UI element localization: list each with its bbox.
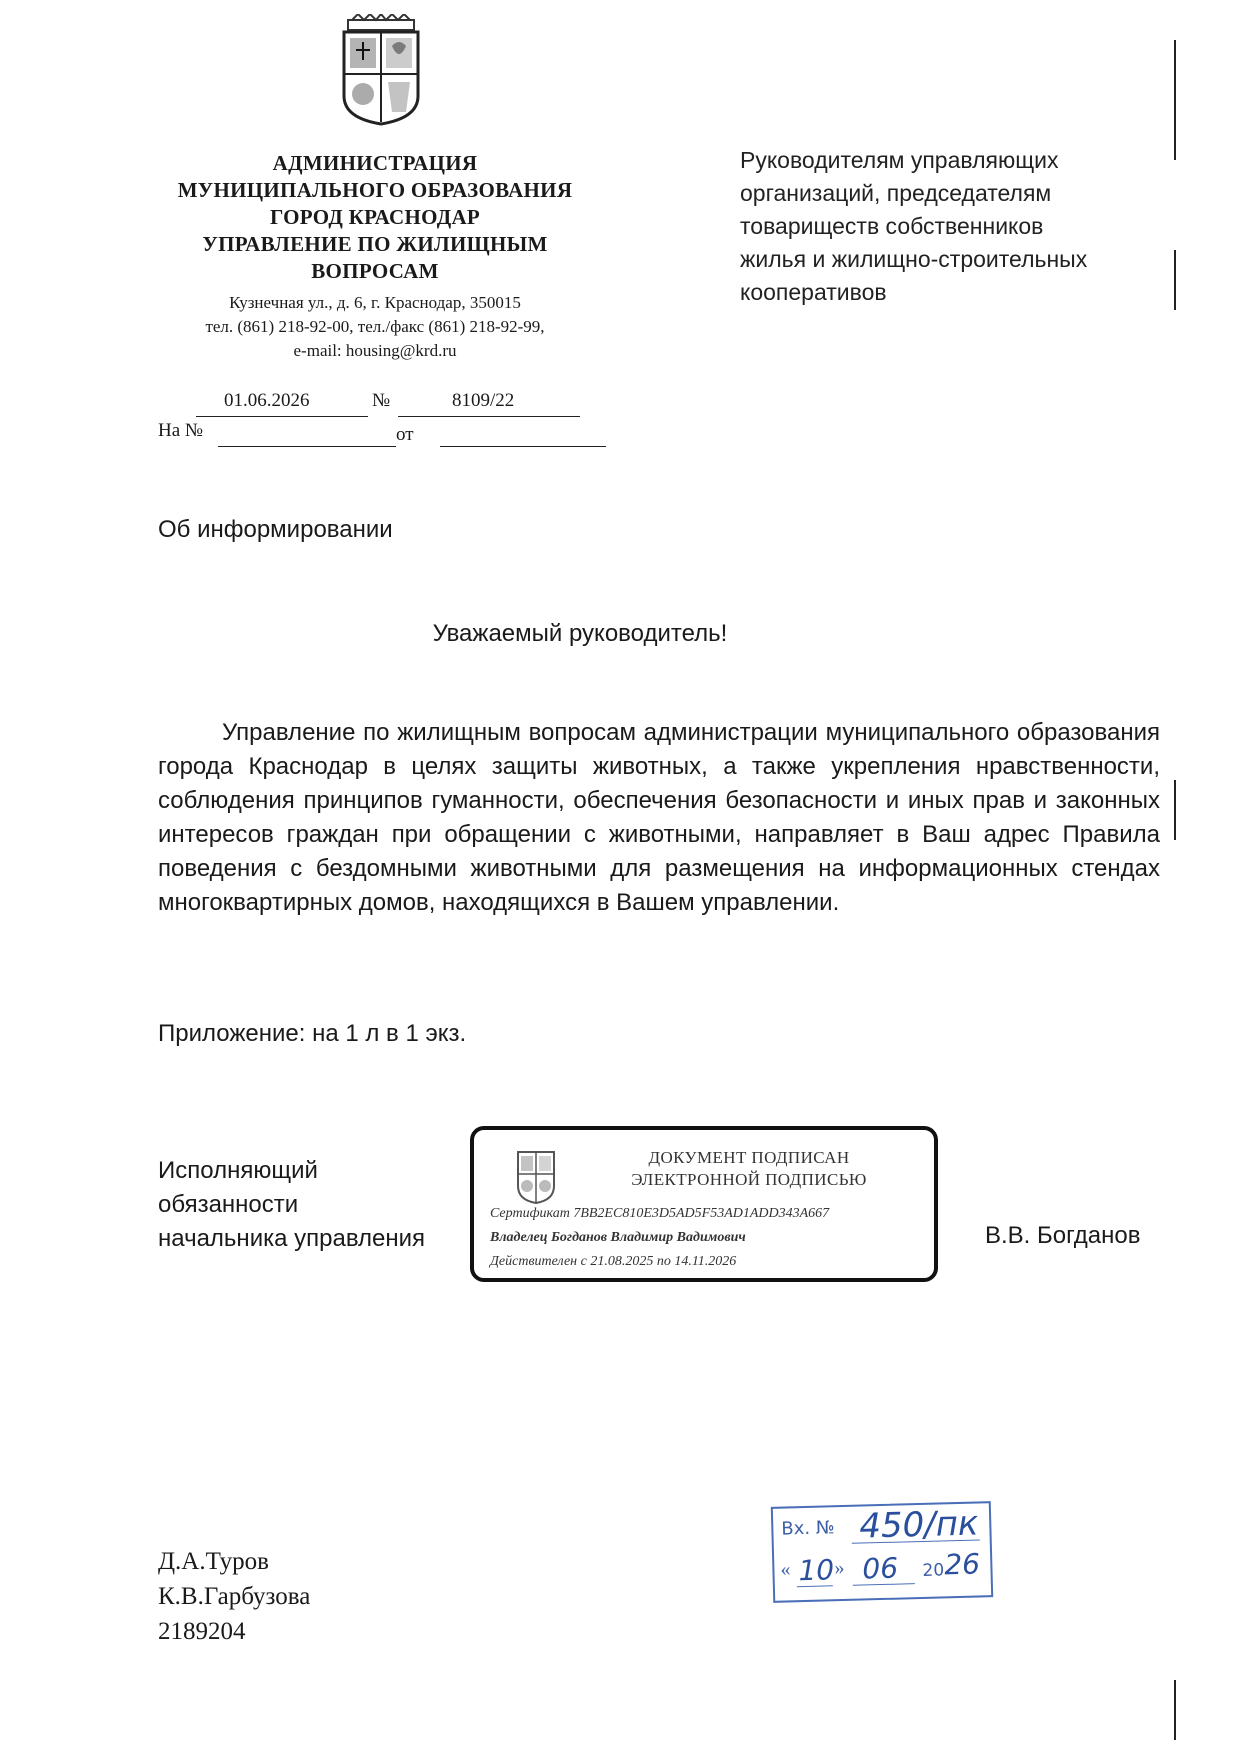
- recipient-line: организаций, председателям: [740, 180, 1052, 206]
- stamp-owner: Владелец Богданов Владимир Вадимович: [490, 1230, 746, 1245]
- incoming-day: 10: [798, 1553, 835, 1588]
- signatory-position-line: Исполняющий: [158, 1157, 318, 1184]
- org-name-line: ГОРОД КРАСНОДАР: [269, 205, 481, 229]
- number-label: №: [372, 390, 391, 411]
- salutation: Уважаемый руководитель!: [432, 620, 728, 647]
- stamp-emblem-icon: [514, 1146, 558, 1204]
- recipient-line: товариществ собственников: [740, 213, 1044, 239]
- incoming-month: 06: [862, 1551, 899, 1586]
- stamp-title: ЭЛЕКТРОННОЙ ПОДПИСЬЮ: [631, 1170, 867, 1189]
- scan-edge-line: [1174, 40, 1176, 160]
- signatory-name: В.В. Богданов: [985, 1222, 1141, 1249]
- signatory-position: [158, 1154, 425, 1256]
- outgoing-number: 8109/22: [452, 390, 515, 411]
- stamp-validity: Действителен с 21.08.2025 по 14.11.2026: [490, 1254, 737, 1269]
- performer-phone: 2189204: [158, 1618, 246, 1645]
- scan-edge-line: [1174, 780, 1176, 840]
- performer-name: Д.А.Туров: [158, 1548, 269, 1575]
- incoming-year-prefix: 20: [922, 1560, 945, 1581]
- incoming-year-suffix: 26: [943, 1547, 981, 1582]
- recipient-line: жилья и жилищно-строительных: [740, 246, 1088, 272]
- attachment-note: Приложение: на 1 л в 1 экз.: [158, 1020, 467, 1047]
- org-name-line: ВОПРОСАМ: [311, 259, 439, 283]
- sender-address: Кузнечная ул., д. 6, г. Краснодар, 350015: [229, 293, 521, 312]
- letter-subject: Об информировании: [158, 516, 393, 543]
- quote-mark: «: [780, 1558, 791, 1581]
- electronic-signature-stamp: [470, 1126, 938, 1282]
- sender-block: [140, 150, 610, 363]
- incoming-number: 450/пк: [858, 1503, 979, 1547]
- quote-mark: »: [834, 1556, 845, 1580]
- stamp-certificate: Сертификат 7BB2EC810E3D5AD5F53AD1ADD343A667: [490, 1206, 830, 1221]
- stamp-title: ДОКУМЕНТ ПОДПИСАН: [648, 1148, 850, 1167]
- org-name-line: АДМИНИСТРАЦИЯ: [272, 151, 478, 175]
- org-name-line: УПРАВЛЕНИЕ ПО ЖИЛИЩНЫМ: [202, 232, 548, 256]
- scan-edge-line: [1174, 1680, 1176, 1740]
- main-paragraph: Управление по жилищным вопросам администрации муниципального образования города Краснодар в целях защиты животных, а также укрепления нравственности, соблюдения принципов гуманности, обеспечения безопасности и иных прав и законных интересов граждан при обращении с животными, направляет в Ваш адрес Правила поведения с бездомными животными для размещения на информационных стендах многоквартирных домов, находящихся в Вашем управлении.: [158, 719, 1160, 916]
- recipient-block: [740, 144, 1160, 309]
- sender-phone: тел. (861) 218-92-00, тел./факс (861) 218-92-99,: [205, 317, 545, 336]
- signatory-position-line: обязанности: [158, 1191, 299, 1218]
- incoming-registration-stamp: [771, 1501, 993, 1603]
- reference-date-underline: [440, 424, 606, 447]
- recipient-line: кооперативов: [740, 279, 887, 305]
- reference-from-label: от: [396, 424, 414, 445]
- recipient-line: Руководителям управляющих: [740, 147, 1059, 173]
- sender-email: e-mail: housing@krd.ru: [293, 341, 457, 360]
- signatory-position-line: начальника управления: [158, 1225, 426, 1252]
- reference-number-underline: [218, 424, 396, 447]
- performer-name: К.В.Гарбузова: [158, 1583, 311, 1610]
- performers-block: [158, 1544, 310, 1649]
- scan-edge-line: [1174, 250, 1176, 310]
- reference-number-label: На №: [158, 420, 204, 441]
- incoming-label: Вх. №: [781, 1517, 835, 1540]
- org-name-line: МУНИЦИПАЛЬНОГО ОБРАЗОВАНИЯ: [177, 178, 573, 202]
- coat-of-arms-emblem: [338, 14, 424, 126]
- outgoing-date: 01.06.2026: [224, 390, 310, 411]
